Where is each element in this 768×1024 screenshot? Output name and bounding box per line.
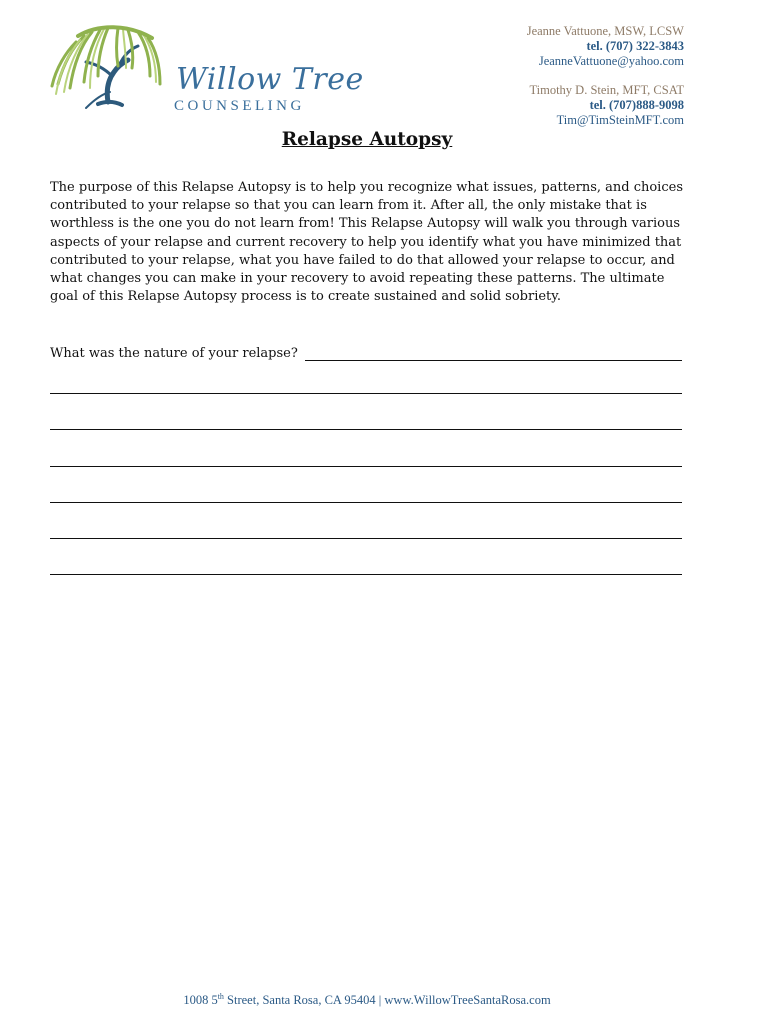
contact-email[interactable]: Tim@TimSteinMFT.com: [556, 113, 684, 127]
footer-street-rest: Street, Santa Rosa, CA 95404 | www.WillowTreeSantaRosa.com: [223, 993, 551, 1008]
answer-line[interactable]: [50, 538, 682, 539]
contact-phone[interactable]: tel. (707) 322-3843: [586, 39, 684, 53]
contact-jeanne: [527, 24, 684, 69]
answer-line[interactable]: [50, 502, 682, 503]
contact-info: [527, 24, 684, 142]
answer-line[interactable]: [50, 466, 682, 467]
question-label: What was the nature of your relapse?: [50, 346, 298, 361]
willow-tree-logo: [48, 22, 364, 114]
contact-name: Jeanne Vattuone, MSW, LCSW: [526, 24, 684, 38]
contact-email[interactable]: JeanneVattuone@yahoo.com: [538, 54, 684, 68]
contact-timothy: [527, 83, 684, 128]
answer-line[interactable]: [50, 429, 682, 430]
footer-street-number: 1008 5: [183, 993, 218, 1008]
logo-name: Willow Tree: [176, 62, 364, 97]
contact-name: Timothy D. Stein, MFT, CSAT: [529, 83, 684, 97]
answer-field-inline[interactable]: [305, 344, 682, 361]
question-row: [50, 341, 682, 361]
page-title: Relapse Autopsy: [281, 129, 453, 150]
logo-subtitle: COUNSELING: [174, 98, 305, 114]
intro-paragraph: The purpose of this Relapse Autopsy is to help you recognize what issues, patterns, and choices contributed to your relapse so that you can learn from it. After all, the only mistake that is worthless is the one you do not learn from! This Relapse Autopsy will walk you through various aspects of your relapse and current recovery to help you identify what you have minimized that contributed to your relapse, what you have failed to do that allowed your relapse to occur, and what changes you can make in your recovery to avoid repeating these patterns. The ultimate goal of this Relapse Autopsy process is to create sustained and solid sobriety.: [50, 180, 683, 305]
footer-street-suffix: th: [217, 992, 224, 1001]
willow-tree-icon: [48, 22, 168, 114]
contact-phone[interactable]: tel. (707)888-9098: [589, 98, 684, 112]
answer-line[interactable]: [50, 393, 682, 394]
answer-line[interactable]: [50, 574, 682, 575]
footer-address: [0, 992, 734, 1008]
